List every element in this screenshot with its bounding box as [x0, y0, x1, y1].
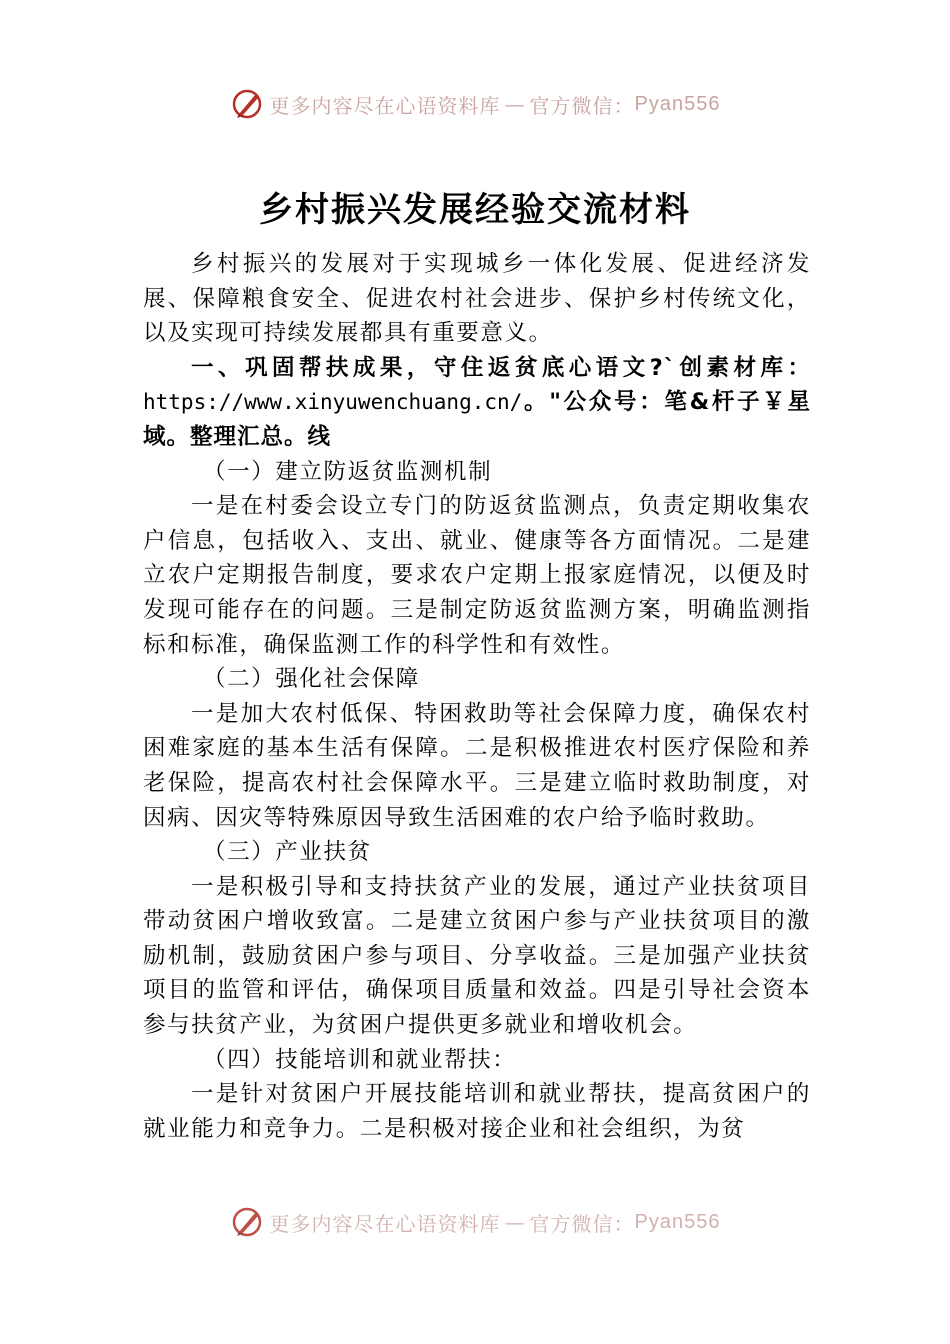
header-watermark	[0, 84, 950, 124]
watermark-wechat-id: Pyan556	[634, 92, 721, 115]
document-body	[143, 247, 811, 1146]
section-heading-1-tail: 。"公众号：笔&杆子￥星域。整理汇总。线	[143, 389, 811, 450]
intro-paragraph: 乡村振兴的发展对于实现城乡一体化发展、促进经济发展、保障粮食安全、促进农村社会进步、保护乡村传统文化，以及实现可持续发展都具有重要意义。	[143, 251, 811, 347]
subheading-4: （四）技能培训和就业帮扶：	[203, 1046, 517, 1073]
watermark-separator: —	[504, 92, 526, 116]
paragraph-1: 一是在村委会设立专门的防返贫监测点，负责定期收集农户信息，包括收入、支出、就业、健康等各方面情况。二是建立农户定期报告制度，要求农户定期上报家庭情况，以便及时发现可能存在的问题。三是制定防返贫监测方案，明确监测指标和标准，确保监测工作的科学性和有效性。	[143, 493, 811, 658]
section-heading-1-url: https://www.xinyuwenchuang.cn/	[143, 390, 523, 415]
section-heading-1-text: 一、巩固帮扶成果，守住返贫底心语文?`创素材库：	[191, 354, 811, 381]
watermark-text: 更多内容尽在心语资料库	[269, 1211, 501, 1236]
document-title: 乡村振兴发展经验交流材料	[259, 190, 691, 230]
watermark-wechat-label: 官方微信：	[529, 1211, 635, 1236]
subheading-3: （三）产业扶贫	[203, 839, 372, 866]
subheading-2: （二）强化社会保障	[203, 666, 420, 693]
pen-logo-icon	[230, 87, 264, 121]
watermark-wechat-label: 官方微信：	[529, 93, 635, 118]
watermark-separator: —	[504, 1210, 526, 1234]
watermark-wechat-id: Pyan556	[634, 1210, 721, 1233]
section-heading-1	[143, 351, 811, 455]
subheading-1: （一）建立防返贫监测机制	[203, 458, 493, 485]
paragraph-2: 一是加大农村低保、特困救助等社会保障力度，确保农村困难家庭的基本生活有保障。二是积极推进农村医疗保险和养老保险，提高农村社会保障水平。三是建立临时救助制度，对因病、因灾等特殊原因导致生活困难的农户给予临时救助。	[143, 700, 811, 831]
paragraph-4: 一是针对贫困户开展技能培训和就业帮扶，提高贫困户的就业能力和竞争力。二是积极对接企业和社会组织，为贫	[143, 1081, 811, 1142]
watermark-text: 更多内容尽在心语资料库	[269, 93, 501, 118]
paragraph-3: 一是积极引导和支持扶贫产业的发展，通过产业扶贫项目带动贫困户增收致富。二是建立贫困户参与产业扶贫项目的激励机制，鼓励贫困户参与项目、分享收益。三是加强产业扶贫项目的监管和评估，确保项目质量和效益。四是引导社会资本参与扶贫产业，为贫困户提供更多就业和增收机会。	[143, 873, 811, 1039]
footer-watermark	[0, 1202, 950, 1242]
pen-logo-icon	[230, 1205, 264, 1239]
